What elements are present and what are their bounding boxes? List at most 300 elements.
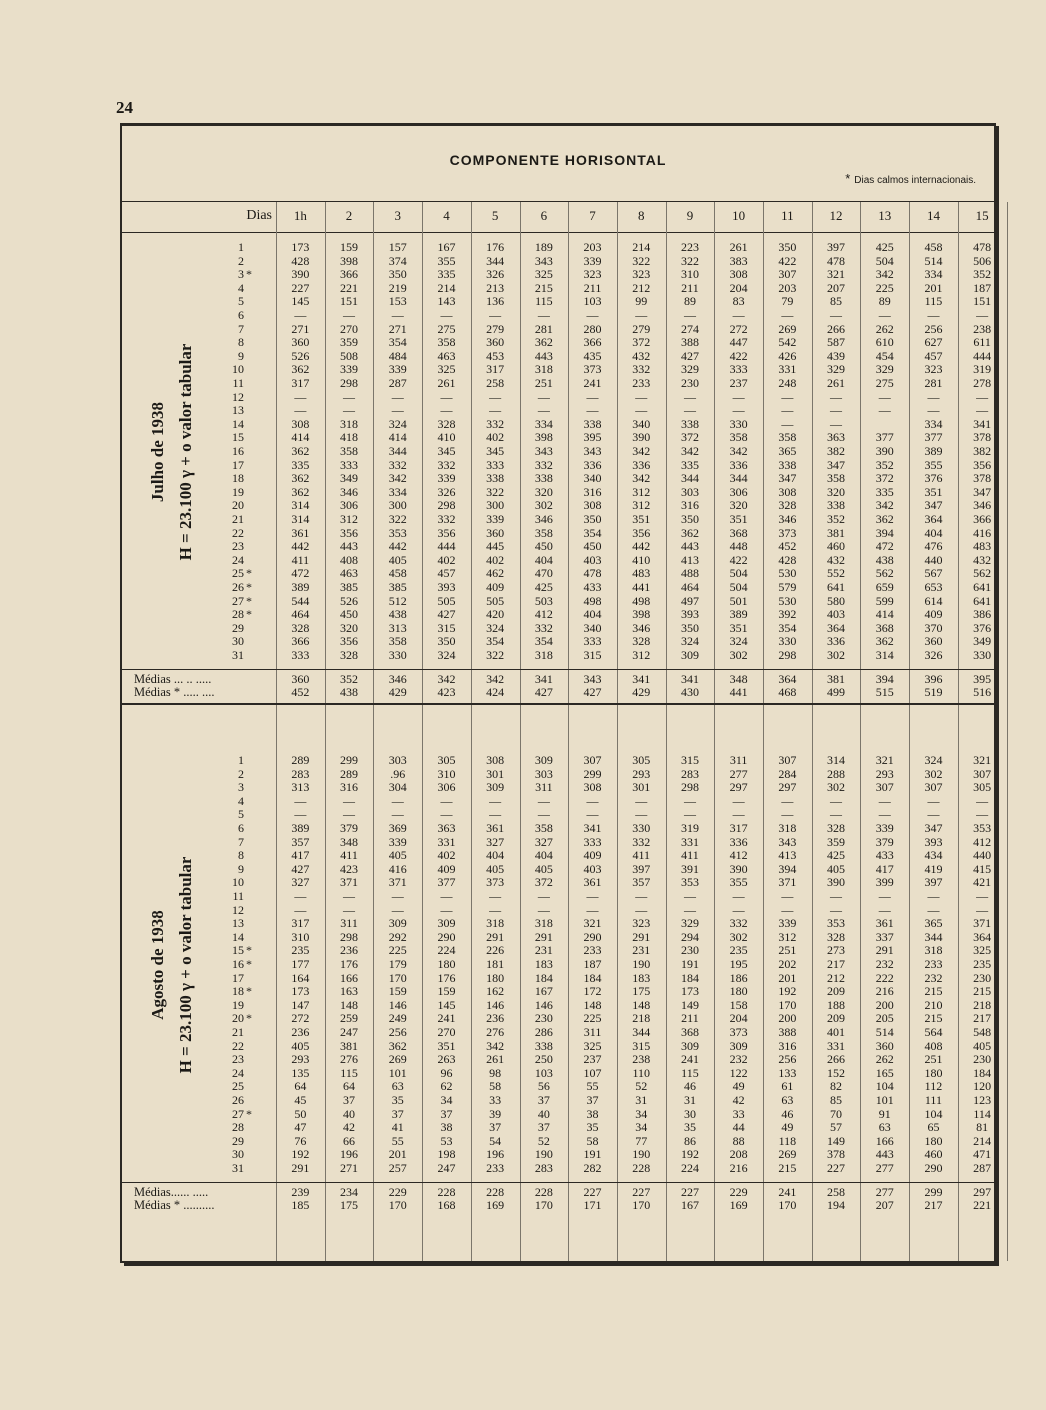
table-cell: 383 (729, 253, 748, 268)
table-cell: 291 (632, 929, 651, 944)
table-cell: 308 (778, 484, 797, 499)
day-number (224, 268, 254, 282)
table-cell: 61 (781, 1079, 794, 1094)
table-cell: 230 (973, 1052, 992, 1067)
medias-calm-value: 167 (680, 1197, 699, 1212)
table-cell: 352 (875, 457, 894, 472)
table-cell: 328 (827, 821, 846, 835)
table-cell: 321 (827, 267, 846, 282)
table-cell: 344 (388, 444, 407, 458)
table-cell: — (294, 889, 307, 903)
table-cell: 184 (973, 1065, 992, 1080)
table-cell: 101 (875, 1093, 894, 1107)
table-cell: 209 (827, 1011, 846, 1026)
table-cell: 251 (534, 376, 553, 390)
table-cell: 172 (583, 984, 602, 999)
table-cell: 188 (827, 997, 846, 1012)
table-cell: 382 (973, 444, 992, 458)
table-cell: 325 (437, 362, 456, 377)
table-cell: 331 (437, 834, 456, 849)
table-cell: 235 (729, 943, 748, 958)
table-cell: 52 (635, 1079, 648, 1094)
medias-calm-value: 170 (388, 1197, 407, 1212)
table-cell: — (391, 403, 404, 418)
day-number (224, 822, 254, 836)
day-value: 22 (232, 1038, 244, 1053)
table-cell: 306 (437, 780, 456, 795)
medias-calm-value: 515 (875, 684, 894, 699)
table-cell: 447 (729, 335, 748, 350)
table-cell: 435 (583, 348, 602, 363)
table-cell: 191 (583, 1147, 602, 1162)
medias-top-rule (122, 669, 994, 670)
medias-value: 381 (827, 671, 846, 686)
table-cell: 339 (486, 512, 505, 526)
day-number (224, 431, 254, 445)
medias-calm-value: 427 (583, 684, 602, 699)
medias-value: 299 (924, 1184, 943, 1199)
table-cell: 548 (973, 1025, 992, 1039)
table-cell: 333 (583, 634, 602, 649)
table-cell: 376 (973, 620, 992, 635)
table-cell: 104 (924, 1106, 943, 1121)
table-cell: — (489, 902, 502, 917)
table-cell: 333 (340, 457, 359, 472)
table-cell: 196 (486, 1147, 505, 1162)
table-cell: 329 (680, 916, 699, 931)
table-cell: 256 (924, 321, 943, 336)
table-cell: 464 (291, 607, 310, 622)
table-cell: — (732, 793, 745, 808)
table-cell: — (732, 403, 745, 418)
day-value: 22 (232, 525, 244, 540)
table-cell: 365 (924, 916, 943, 931)
table-cell: 320 (827, 484, 846, 499)
table-cell: 305 (973, 780, 992, 795)
table-cell: 314 (827, 753, 846, 767)
table-cell: 230 (534, 1011, 553, 1026)
table-cell: 504 (729, 566, 748, 581)
table-cell: 233 (486, 1161, 505, 1175)
table-cell: 307 (973, 766, 992, 781)
table-cell: 217 (827, 957, 846, 971)
table-cell: — (781, 902, 794, 917)
table-cell: 332 (534, 457, 553, 472)
day-number (224, 255, 254, 269)
table-cell: 347 (924, 498, 943, 513)
table-cell: 404 (924, 525, 943, 540)
table-cell: 288 (827, 766, 846, 781)
table-cell: 292 (388, 929, 407, 944)
table-cell: 120 (973, 1079, 992, 1094)
table-cell: 411 (632, 848, 651, 863)
table-cell: 567 (924, 566, 943, 581)
table-cell: 526 (340, 593, 359, 608)
table-cell: 309 (437, 916, 456, 931)
table-cell: 180 (924, 1133, 943, 1148)
table-cell: 223 (680, 240, 699, 254)
table-cell: 460 (924, 1147, 943, 1162)
table-cell: 328 (827, 929, 846, 944)
day-value: 16 (232, 444, 244, 458)
table-cell: 333 (583, 834, 602, 849)
table-cell: 227 (291, 280, 310, 295)
table-cell: 442 (388, 539, 407, 554)
table-cell: 402 (437, 552, 456, 567)
table-cell: 356 (340, 525, 359, 540)
day-number (224, 808, 254, 822)
table-cell: 364 (924, 512, 943, 526)
medias-value: 297 (973, 1184, 992, 1199)
calm-day-marker: * (246, 1106, 252, 1121)
table-cell: 504 (875, 253, 894, 268)
calm-day-marker: * (246, 566, 252, 581)
table-cell: 390 (875, 444, 894, 458)
table-cell: 562 (875, 566, 894, 581)
table-cell: 355 (437, 253, 456, 268)
table-cell: 364 (827, 620, 846, 635)
table-cell: 37 (343, 1093, 356, 1107)
table-cell: 411 (681, 848, 699, 863)
table-cell: — (440, 403, 453, 418)
table-cell: 257 (388, 1161, 407, 1175)
day-number (224, 595, 254, 609)
table-cell: 346 (778, 512, 797, 526)
table-cell: 341 (583, 821, 602, 835)
day-value: 19 (232, 484, 244, 499)
table-cell: — (343, 389, 356, 404)
table-cell: — (732, 889, 745, 903)
table-cell: 118 (778, 1133, 797, 1148)
table-cell: 238 (632, 1052, 651, 1067)
table-cell: 81 (976, 1120, 989, 1135)
table-cell: 444 (437, 539, 456, 554)
table-cell: 298 (340, 376, 359, 390)
calm-days-note (845, 171, 976, 186)
table-cell: 270 (437, 1025, 456, 1039)
day-number (224, 323, 254, 337)
table-cell: 219 (388, 280, 407, 295)
table-cell: 328 (291, 620, 310, 635)
table-cell: — (635, 889, 648, 903)
table-cell: — (683, 807, 696, 822)
table-cell: 405 (534, 861, 553, 876)
day-number (224, 863, 254, 877)
day-number (224, 459, 254, 473)
table-cell: — (878, 793, 891, 808)
table-cell: 354 (388, 335, 407, 350)
table-cell: — (927, 389, 940, 404)
table-cell: 83 (732, 294, 745, 309)
hour-header: 5 (491, 208, 499, 223)
table-cell: 33 (732, 1106, 745, 1121)
table-cell: 339 (583, 253, 602, 268)
table-cell: 217 (973, 1011, 992, 1026)
table-cell: 347 (924, 821, 943, 835)
table-cell: 309 (486, 780, 505, 795)
table-cell: 398 (632, 607, 651, 622)
table-cell: 405 (486, 861, 505, 876)
day-number (224, 540, 254, 554)
table-cell: 311 (729, 753, 748, 767)
table-cell: 361 (583, 875, 602, 890)
table-cell: 298 (340, 929, 359, 944)
medias-value: 229 (388, 1184, 407, 1199)
table-cell: 377 (437, 875, 456, 890)
table-cell: 54 (489, 1133, 502, 1148)
table-cell: 410 (632, 552, 651, 567)
table-cell: — (343, 902, 356, 917)
table-cell: 236 (291, 1025, 310, 1039)
table-cell: 324 (437, 648, 456, 662)
table-cell: 303 (680, 484, 699, 499)
table-cell: 464 (680, 580, 699, 594)
table-cell: — (927, 308, 940, 322)
table-cell: 189 (534, 240, 553, 254)
table-cell: 37 (391, 1106, 404, 1121)
table-cell: 146 (534, 997, 553, 1012)
table-cell: 403 (583, 861, 602, 876)
table-cell: 425 (534, 580, 553, 594)
table-cell: 241 (680, 1052, 699, 1067)
table-cell: 306 (340, 498, 359, 513)
table-cell: 204 (729, 1011, 748, 1026)
medias-value: 396 (924, 671, 943, 686)
day-value: 1 (238, 753, 244, 767)
table-cell: 350 (388, 267, 407, 282)
table-cell: 330 (973, 648, 992, 662)
table-cell: 434 (924, 848, 943, 863)
table-cell: 269 (388, 1052, 407, 1067)
table-cell: 146 (486, 997, 505, 1012)
table-cell: 34 (635, 1120, 648, 1135)
table-cell: 216 (875, 984, 894, 999)
table-cell: 215 (924, 1011, 943, 1026)
table-cell: 404 (534, 552, 553, 567)
day-value: 15 (232, 430, 244, 445)
table-cell: 344 (632, 1025, 651, 1039)
table-cell: 334 (924, 267, 943, 282)
table-cell: — (635, 793, 648, 808)
table-cell: 237 (729, 376, 748, 390)
table-cell: 341 (973, 416, 992, 431)
table-cell: 348 (340, 834, 359, 849)
table-cell: 317 (486, 362, 505, 377)
table-cell: 354 (778, 620, 797, 635)
table-cell: 192 (778, 984, 797, 999)
table-cell: — (732, 902, 745, 917)
table-cell: 503 (534, 593, 553, 608)
table-cell: 443 (340, 539, 359, 554)
day-value: 18 (232, 471, 244, 486)
table-cell: 192 (291, 1147, 310, 1162)
table-cell: 366 (583, 335, 602, 350)
table-cell: 225 (583, 1011, 602, 1026)
table-cell: 580 (827, 593, 846, 608)
medias-value: 348 (729, 671, 748, 686)
day-value: 31 (232, 648, 244, 662)
column-separator (276, 202, 277, 1261)
table-cell: 202 (778, 957, 797, 971)
table-cell: — (391, 389, 404, 404)
table-cell: 423 (340, 861, 359, 876)
table-cell: 361 (291, 525, 310, 540)
table-cell: 328 (340, 648, 359, 662)
table-cell: 353 (827, 916, 846, 931)
day-number (224, 1148, 254, 1162)
table-cell: 355 (729, 875, 748, 890)
table-cell: 381 (340, 1038, 359, 1053)
table-cell: 312 (632, 648, 651, 662)
table-cell: 339 (875, 821, 894, 835)
table-cell: 30 (683, 1106, 696, 1121)
day-number (224, 944, 254, 958)
table-cell: 314 (875, 648, 894, 662)
column-separator (1007, 202, 1008, 1261)
table-cell: 428 (291, 253, 310, 268)
table-cell: 432 (973, 552, 992, 567)
table-cell: 390 (827, 875, 846, 890)
table-cell: 187 (973, 280, 992, 295)
table-cell: 470 (534, 566, 553, 581)
calm-day-marker: * (246, 607, 252, 622)
table-cell: 443 (534, 348, 553, 363)
table-cell: 599 (875, 593, 894, 608)
table-cell: 183 (534, 957, 553, 971)
table-cell: 641 (973, 593, 992, 608)
table-cell: 457 (437, 566, 456, 581)
table-cell: 173 (291, 240, 310, 254)
table-cell: 256 (778, 1052, 797, 1067)
table-cell: 310 (291, 929, 310, 944)
table-cell: 115 (681, 1065, 699, 1080)
table-cell: 505 (437, 593, 456, 608)
table-cell: 222 (875, 970, 894, 985)
day-value: 16 (232, 957, 244, 971)
medias-calm-value: 499 (827, 684, 846, 699)
medias-value: 258 (827, 1184, 846, 1199)
table-cell: 552 (827, 566, 846, 581)
table-cell: 38 (586, 1106, 599, 1121)
table-cell: 233 (924, 957, 943, 971)
table-cell: 344 (680, 471, 699, 486)
table-cell: 360 (486, 335, 505, 350)
day-number (224, 377, 254, 391)
table-cell: 314 (291, 512, 310, 526)
column-separator (860, 202, 861, 1261)
day-value: 29 (232, 1133, 244, 1148)
table-cell: 343 (534, 444, 553, 458)
table-cell: 404 (583, 607, 602, 622)
table-cell: 362 (291, 444, 310, 458)
table-cell: 200 (875, 997, 894, 1012)
day-number (224, 836, 254, 850)
table-cell: 104 (875, 1079, 894, 1094)
day-value: 20 (232, 498, 244, 513)
day-value: 2 (238, 253, 244, 268)
table-cell: 478 (583, 566, 602, 581)
table-cell: 366 (340, 267, 359, 282)
column-separator (617, 202, 618, 1261)
column-separator (763, 202, 764, 1261)
table-cell: 506 (973, 253, 992, 268)
table-cell: 336 (729, 457, 748, 472)
day-value: 27 (232, 593, 244, 608)
table-cell: 450 (534, 539, 553, 554)
table-cell: 321 (973, 753, 992, 767)
day-number (224, 890, 254, 904)
table-cell: — (878, 807, 891, 822)
day-value: 24 (232, 552, 244, 567)
day-value: 15 (232, 943, 244, 958)
table-cell: 315 (437, 620, 456, 635)
table-cell: — (489, 793, 502, 808)
table-cell: 276 (486, 1025, 505, 1039)
medias-calm-value: 221 (973, 1197, 992, 1212)
table-cell: 317 (729, 821, 748, 835)
table-cell: 373 (778, 525, 797, 540)
table-cell: — (537, 807, 550, 822)
table-cell: 58 (586, 1133, 599, 1148)
day-value: 4 (238, 280, 244, 295)
table-cell: 354 (534, 634, 553, 649)
table-cell: 323 (583, 267, 602, 282)
medias-value: 394 (875, 671, 894, 686)
table-cell: 42 (732, 1093, 745, 1107)
table-cell: 177 (291, 957, 310, 971)
table-cell: — (343, 793, 356, 808)
table-cell: 346 (632, 620, 651, 635)
table-cell: 392 (778, 607, 797, 622)
table-cell: 364 (973, 929, 992, 944)
table-cell: 287 (973, 1161, 992, 1175)
table-cell: 342 (388, 471, 407, 486)
table-cell: 272 (729, 321, 748, 336)
table-cell: 323 (632, 916, 651, 931)
table-cell: 365 (778, 444, 797, 458)
table-cell: 342 (486, 1038, 505, 1053)
table-cell: — (635, 403, 648, 418)
table-cell: 362 (291, 471, 310, 486)
table-cell: 241 (583, 376, 602, 390)
table-cell: 313 (291, 780, 310, 795)
table-cell: 212 (827, 970, 846, 985)
table-cell: 488 (680, 566, 699, 581)
table-cell: 42 (343, 1120, 356, 1135)
table-cell: 542 (778, 335, 797, 350)
table-cell: 362 (388, 1038, 407, 1053)
table-cell: 414 (388, 430, 407, 445)
table-cell: 343 (534, 253, 553, 268)
table-cell: 224 (437, 943, 456, 958)
table-cell: — (781, 416, 794, 431)
table-cell: 315 (632, 1038, 651, 1053)
table-cell: 315 (583, 648, 602, 662)
day-value: 19 (232, 997, 244, 1012)
table-cell: 85 (830, 1093, 843, 1107)
table-cell: 413 (680, 552, 699, 567)
day-number (224, 985, 254, 999)
table-cell: 358 (827, 471, 846, 486)
table-cell: 180 (486, 970, 505, 985)
table-cell: 362 (680, 525, 699, 540)
table-cell: 344 (486, 253, 505, 268)
table-cell: 377 (924, 430, 943, 445)
table-cell: 443 (680, 539, 699, 554)
table-cell: 422 (778, 253, 797, 268)
table-cell: 641 (973, 580, 992, 594)
table-cell: 311 (340, 916, 358, 931)
